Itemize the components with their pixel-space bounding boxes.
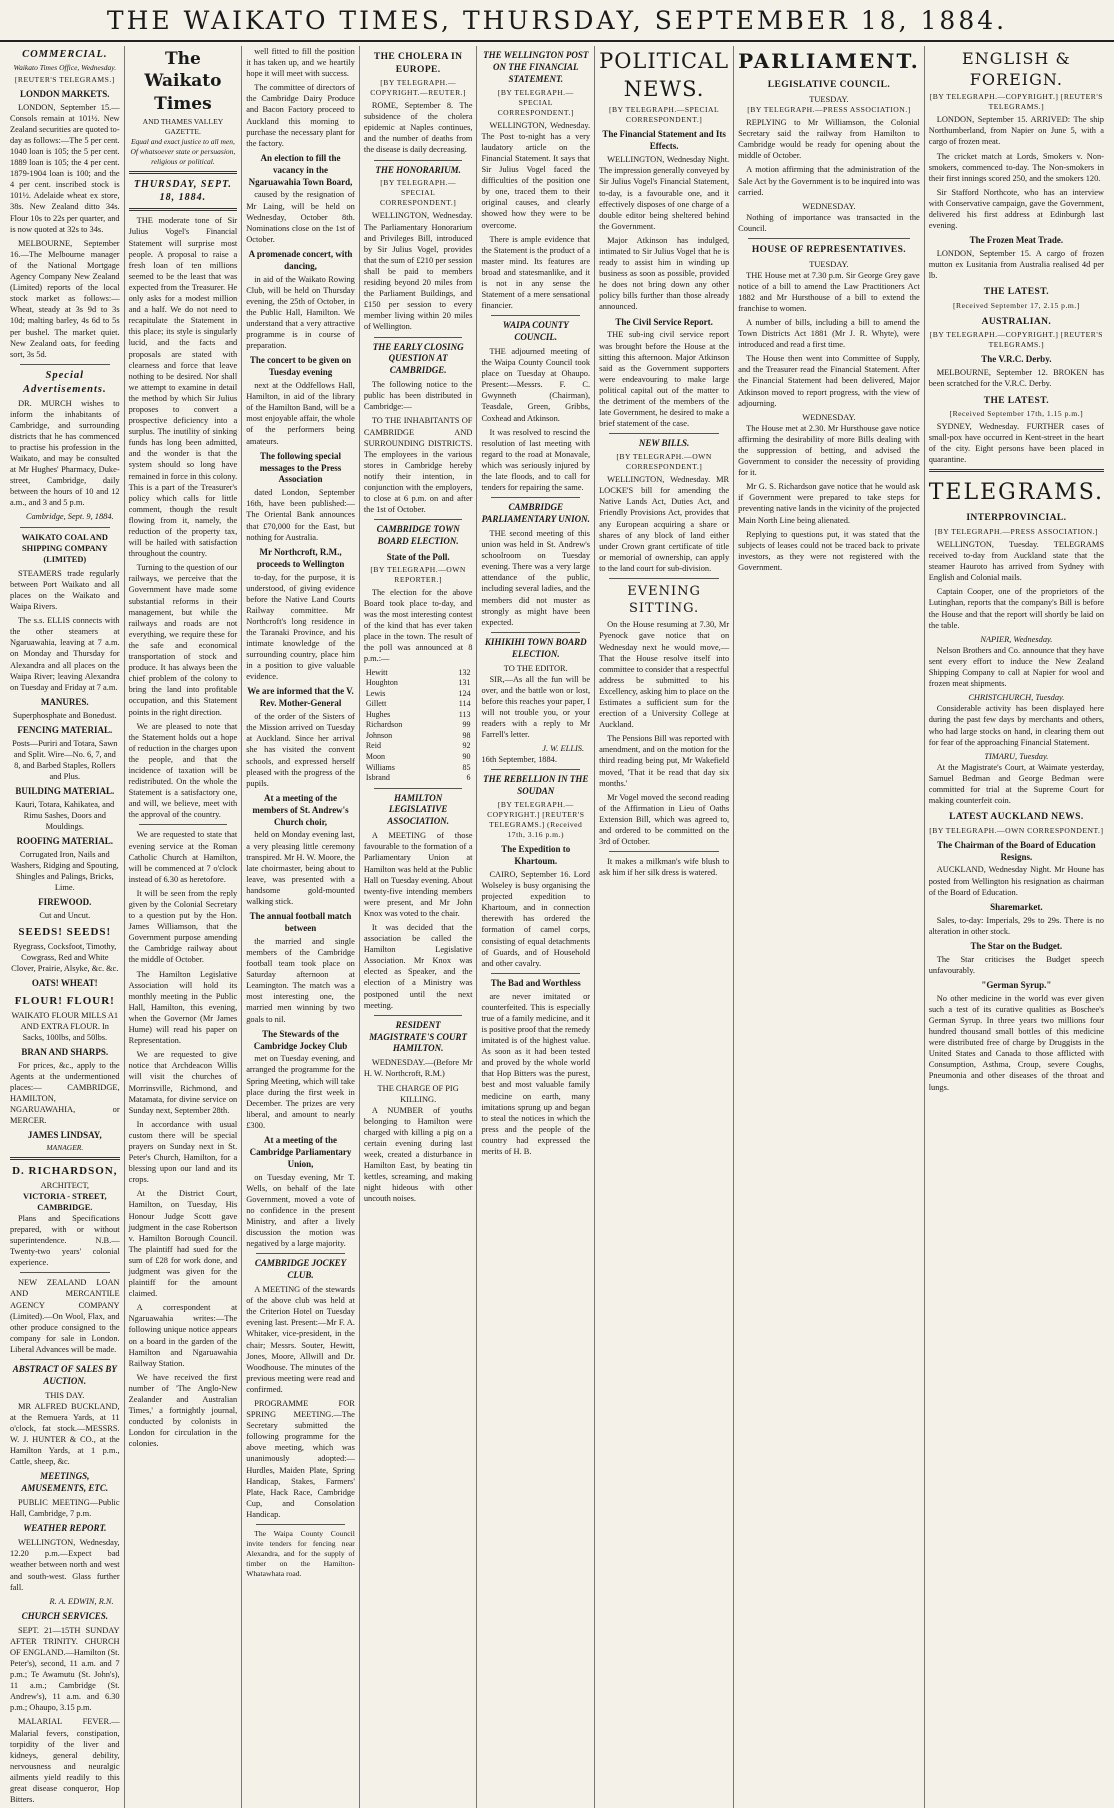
notice: The Waipa County Council invite tenders for fencing near Alexandra, and for the supply of timber on the Hamilton-Whatawhata road.: [246, 1529, 355, 1579]
article-heading: HAMILTON LEGISLATIVE ASSOCIATION.: [387, 792, 450, 827]
editorial-paragraph: THE moderate tone of Sir Julius Vogel's Financial Statement will surprise most people. A proposal to raise a fresh loan of ten millions seemed to be the least that was expected from the Treasurer. He only asks for a modest million and a half. We do not need to recapitulate the Statement in this place; its style is singularly lucid, and the facts and proposals are stated with clearness and force that leave nothing to be desired. Nor shall we attempt to examine in detail the method by which Sir Julius proposes to convert a prospective deficiency into a surplus. The inutility of sinking funds has long been admitted, and the wonder is that the system should so long have remained in force in this colony. This is a part of the Treasurer's policy which calls for little comment, though the result flowing from it, namely, the reduction of the property tax, will be hailed with satisfaction throughout the country.: [128, 216, 238, 559]
candidate-votes: 114: [458, 699, 471, 709]
ad-heading: BRAN AND SHARPS.: [21, 1046, 109, 1057]
candidate-votes: 6: [466, 773, 471, 783]
article-paragraph: A NUMBER of youths belonging to Hamilton were charged with killing a pig on a certain evening during last week, created a disturbance in Hamilton East, by beating tin kettles, screaming, and making night hideous with other uncouth noises.: [363, 1105, 473, 1204]
article-paragraph: A number of bills, including a bill to amend the Town Districts Act 1881 (Mr J. R. Whyte), were introduced and read a first time.: [738, 317, 920, 350]
article-paragraph: There is ample evidence that the Statement is the product of a master mind. Its features are broad and statesmanlike, and it is not in any sense the Statement of a mere sensational financier.: [481, 234, 591, 311]
news-paragraph: held on Monday evening last, a very pleasing little ceremony transpired. Mr H. W. Moore, the late choirmaster, being about to leave, was presented with a handsome gold-mounted walking stick.: [246, 830, 355, 907]
divider: [256, 1524, 345, 1525]
item-heading: THIS DAY.: [45, 1390, 85, 1400]
divider: [20, 1272, 110, 1273]
column-6: [594, 46, 733, 1808]
article-paragraph: At the Magistrate's Court, at Waimate yesterday, Samuel Bedman and George Bedman were committed for trial at the Supreme Court for making counterfeit coin.: [928, 762, 1104, 806]
divider: [20, 364, 110, 365]
letter-paragraph: SIR,—As all the fun will be over, and the battle won or lost, before this reaches your paper, I will not trouble you, or your readers with a reply to Mr Farrell's letter.: [481, 674, 591, 740]
article-paragraph: The House then went into Committee of Supply, and the Treasurer read the Financial Statement. After the Financial Statement had been delivered, Major Atkinson moved to report progress, with the view of adjourning.: [738, 354, 920, 408]
news-paragraph: met on Tuesday evening, and arranged the programme for the Spring Meeting, which will take place during the first week in December. The prizes are very liberal, and amount to nearly £300.: [246, 1054, 355, 1130]
paragraph: MR ALFRED BUCKLAND, at the Remuera Yards, at 11 o'clock, fat stock.—MESSRS. W. J. HUNTER & CO., at the Hamilton Yards, at 1 p.m., Cattle, sheep, &c.: [10, 1401, 120, 1467]
ad-heading: D. RICHARDSON,: [12, 1165, 118, 1178]
item-heading: The Expedition to Khartoum.: [501, 844, 571, 867]
telegram-source: [BY TELEGRAPH.—SPECIAL CORRESPONDENT.]: [609, 105, 720, 125]
news-paragraph: in aid of the Waikato Rowing Club, will be held on Thursday evening, the 25th of October, in the Public Hall, Hamilton. We understand that a very attractive programme is in course of preparation.: [246, 274, 355, 351]
divider: [139, 824, 228, 825]
candidate-name: Williams: [365, 762, 395, 772]
paper-motto: Equal and exact justice to all men, Of whatsoever state or persuasion, religious or political.: [130, 137, 236, 167]
candidate-name: Hewitt: [365, 667, 388, 677]
item-heading: At a meeting of the members of St. Andrew's Church choir,: [252, 792, 349, 827]
column-5: [476, 46, 594, 1808]
article-heading: THE REBELLION IN THE SOUDAN: [483, 774, 589, 797]
paragraph: PUBLIC MEETING—Public Hall, Cambridge, 7 p.m.: [10, 1498, 120, 1519]
telegram-source: [BY TELEGRAPH.—COPYRIGHT.] [REUTER'S TELEGRAMS.]: [929, 330, 1103, 350]
column-3: [241, 46, 359, 1808]
ad-heading: MANURES.: [40, 696, 89, 707]
ad-items: Kauri, Totara, Kahikatea, and Rimu Sashes, Doors and Mouldings.: [15, 799, 115, 832]
article-paragraph: WELLINGTON, Wednesday. MR LOCKE'S bill for amending the Native Lands Act, Duties Act, and Friendly Provisions Act, provides that any European acquiring a share or shares of any block of land either under Crown grant certificate of title or memorial of ownership, can apply to the land court for sub-division.: [599, 475, 730, 573]
article-paragraph: Sales, to-day: Imperials, 29s to 29s. There is no alteration in other stock.: [928, 915, 1104, 936]
candidate-name: Houghton: [365, 678, 398, 688]
item-heading: The Financial Statement and Its Effects.: [602, 129, 726, 152]
day-heading: TUESDAY.: [809, 94, 849, 104]
news-paragraph: dated London, September 16th, have been published:—The Oriental Bank announces that £70,000 for the East, but nothing for Australia.: [246, 488, 355, 542]
article-paragraph: On the House resuming at 7.30, Mr Pyenock gave notice that on Wednesday next he would move,—That the House resolve itself into committee to consider that a respectful address be submitted to his Excellency, asking him to place on the Estimates a sufficient sum for the erection of a University College at Auckland.: [599, 620, 730, 730]
divider: [256, 1253, 345, 1254]
column-2: [124, 46, 242, 1808]
poll-row: [364, 741, 473, 752]
subsection-heading: INTERPROVINCIAL.: [966, 513, 1067, 524]
article-paragraph: A motion affirming that the administration of the Sale Act by the Government is to be inquired into was carried.: [738, 165, 920, 197]
advertisement-title: WAIKATO COAL AND SHIPPING COMPANY (LIMITED): [21, 532, 108, 564]
ad-heading: FIREWOOD.: [38, 897, 92, 908]
ad-items: WAIKATO FLOUR MILLS A1 AND EXTRA FLOUR. In Sacks, 100lbs, and 50lbs.: [11, 1010, 119, 1042]
poll-row: [364, 668, 473, 679]
news-paragraph: At the District Court, Hamilton, on Tuesday, His Honour Judge Scott gave judgment in the case Robertson v. Hamilton Borough Council. The plaintiff had sued for the sum of £28 for work done, and judgment was given for the plaintiff for the amount claimed.: [128, 1189, 238, 1299]
subsection-heading: THE LATEST.: [983, 395, 1049, 406]
item-heading: The Frozen Meat Trade.: [969, 235, 1064, 246]
paragraph: WELLINGTON, Wednesday, 12.20 p.m.—Expect bad weather between north and west and south-west. Glass further fall.: [10, 1538, 120, 1592]
article-paragraph: LONDON, September 15. ARRIVED: The ship Northumberland, from Napier on June 5, with a cargo of frozen meat.: [928, 115, 1104, 147]
article-paragraph: Mr Vogel moved the second reading of the Affirmation in Lieu of Oaths Extension Bill, which was agreed to, and ordered to be committed on the 3rd of October.: [599, 792, 730, 847]
telegram-source: [BY TELEGRAPH.—COPYRIGHT.] [REUTER'S TELEGRAMS.]: [929, 92, 1103, 112]
article-paragraph: Sir Stafford Northcote, who has an interview with Conservative campaign, gave the Government, delivered his first address at Edinburgh last evening.: [928, 187, 1104, 231]
candidate-name: Hughes: [365, 709, 391, 719]
poll-table: [364, 668, 473, 784]
news-paragraph: In accordance with usual custom there will be special prayers on Sunday next in St. Peter's Church, Hamilton, for a blessing upon our land and its crops.: [128, 1119, 238, 1185]
news-paragraph: It will be seen from the reply given by the Colonial Secretary to a question put by the Hon. James Williamson, that the Government purpose amending the Cambridge railway about the middle of October.: [128, 888, 238, 965]
article-paragraph: WELLINGTON, Wednesday Night. The impression generally conveyed by Sir Julius Vogel's Financial Statement, to-day, is a favourable one, and it effectively disposes of one charge of a double editor being sheltered behind the Government.: [599, 155, 730, 231]
article-paragraph: ROME, September 8. The subsidence of the cholera epidemic at Naples continues, and the number of deaths from the disease is daily decreasing.: [363, 101, 473, 155]
ad-heading: FLOUR! FLOUR!: [14, 995, 115, 1008]
article-paragraph: MELBOURNE, September 12. BROKEN has been scratched for the V.R.C. Derby.: [928, 368, 1104, 389]
editorial-paragraph: We are pleased to note that the Statement holds out a hope of reduction in the charges upon the people, and that the incidence of taxation will be redistributed. On the whole the Statement is a satisfactory one, and will, we believe, meet with the approval of the country.: [128, 721, 238, 820]
candidate-name: Johnson: [365, 730, 393, 740]
article-paragraph: WEDNESDAY.—(Before Mr H. W. Northcroft, R.M.): [363, 1058, 473, 1079]
item-heading: An election to fill the vacancy in the Ngaruawahia Town Board,: [248, 152, 353, 187]
candidate-name: Gillett: [365, 699, 387, 709]
news-paragraph: of the order of the Sisters of the Mission arrived on Tuesday at Auckland. Since her arrival she has visited the convent schools, and expressed herself pleased with the progress of the pupils.: [246, 712, 355, 788]
item-heading: Sharemarket.: [990, 901, 1043, 912]
section-heading: ABSTRACT OF SALES BY AUCTION.: [12, 1364, 117, 1386]
candidate-votes: 90: [462, 751, 471, 761]
masthead: THE WAIKATO TIMES, THURSDAY, SEPTEMBER 18, 1884.: [0, 0, 1114, 42]
news-paragraph: We are requested to give notice that Archdeacon Willis will visit the churches of Morrinsville, Richmond, and Matamata, for divine service on Sunday next, September 28th.: [128, 1050, 238, 1115]
candidate-votes: 98: [462, 730, 471, 740]
advertisement: Plans and Specifications prepared, with or without superintendence. N.B.—Twenty-two years' colonial experience.: [10, 1213, 120, 1268]
article-paragraph: It was resolved to rescind the resolution of last meeting with regard to the road at Monavale, which was seriously injured by the late floods, and to call for tenders for repairing the same.: [481, 427, 591, 493]
divider: [374, 160, 463, 161]
ad-signature: JAMES LINDSAY,: [27, 1130, 102, 1141]
news-paragraph: next at the Oddfellows Hall, Hamilton, in aid of the library of the Hamilton Band, will be a most enjoyable affair, the whole of the performers being amateurs.: [246, 381, 355, 446]
news-paragraph: to-day, for the purpose, it is understood, of giving evidence before the Native Land Courts Railway committee. Mr Northcroft's long residence in the Taranaki Province, and his intimate knowledge of the surrounding country, place him in a position to give valuable evidence.: [246, 572, 355, 682]
article-heading: THE EARLY CLOSING QUESTION AT CAMBRIDGE.: [372, 341, 464, 376]
paragraph: MELBOURNE, September 16.—The Melbourne manager of the National Mortgage Agency Company New Zealand (Limited) reports of the local stock market as follows:—Wheat, steady at 3s 9d to 3s 10d; malting barley, 4s 6d to 5s per bushel. The market quiet. New Zealand oats, for feeding sort, 3s 5d.: [10, 238, 120, 359]
candidate-votes: 113: [458, 709, 471, 719]
news-paragraph: A correspondent at Ngaruawahia writes:—The following unique notice appears on a board in the garden of the Hamilton and Ngaruawahia Railway Station.: [128, 1303, 238, 1368]
article-paragraph: The Pensions Bill was reported with amendment, and on the motion for the third reading being put, Mr Wakefield moved, 'That it be read that day six months.': [599, 734, 730, 788]
news-paragraph: The committee of directors of the Cambridge Dairy Produce and Bacon Factory proceed to Auckland this morning to purchase the necessary plant for the factory.: [246, 83, 355, 148]
telegram-source: [REUTER'S TELEGRAMS.]: [14, 74, 115, 84]
received-note: [Received September 17th, 1.15 p.m.]: [949, 409, 1084, 419]
article-paragraph: No other medicine in the world was ever given such a test of its curative qualities as Boschee's German Syrup. In three years two millions four hundred thousand small bottles of this medicine were distributed free of charge by Druggists in the United States and Canada to those afflicted with Consumption, Asthma, Croup, severe Coughs, Pneumonia and other diseases of the throat and lungs.: [928, 993, 1104, 1092]
candidate-name: Richardson: [365, 720, 403, 730]
section-headline: TELEGRAMS.: [928, 480, 1104, 506]
ad-heading: OATS! WHEAT!: [31, 978, 98, 989]
news-paragraph: well fitted to fill the position it has taken up, and we heartily hope it will meet with success.: [246, 47, 355, 79]
article-paragraph: are never imitated or counterfeited. This is especially true of a family medicine, and it is positive proof that the remedy imitated is of the highest value. As soon as it had been tested and proved by the whole world that Hop Bitters was the purest, best and most valuable family medicine on earth, many imitations sprung up and began to steal the notices in which the press and the people of the country had expressed the merits of H. B.: [481, 991, 591, 1157]
article-heading: THE CHOLERA IN EUROPE.: [373, 52, 463, 75]
article-paragraph: The cricket match at Lords, Smokers v. Non-smokers, commenced to-day. The Non-smokers in their first innings scored 250, and the smokers 120.: [928, 151, 1104, 183]
candidate-name: Lewis: [365, 688, 386, 698]
article-heading: CAMBRIDGE TOWN BOARD ELECTION.: [376, 524, 460, 547]
article-paragraph: THE adjourned meeting of the Waipa County Council took place on Tuesday at Ohaupo. Present:—Messrs. F. C. Gwynneth (Chairman), Teasdale, Green, Gribbs, Coxhead and Atkinson.: [481, 347, 591, 423]
newspaper-grid: [6, 46, 1108, 1805]
advertisement: The s.s. ELLIS connects with the other steamers at Ngaruawahia, leaving at 7 a.m. on Monday and Thursday for Alexandra and all places on the Waipa River; leaving Alexandra on Tuesday and Friday at 7 a.m.: [10, 616, 120, 692]
poll-row: [364, 752, 473, 763]
poll-row: [364, 710, 473, 721]
subsection-heading: LATEST AUCKLAND NEWS.: [949, 812, 1084, 823]
candidate-name: Moon: [365, 751, 385, 761]
poll-row: [364, 773, 473, 784]
divider: [129, 171, 238, 174]
advertisement: STEAMERS trade regularly between Port Waikato and all places on the Waikato and Waipa Rivers.: [10, 568, 120, 612]
section-headline: PARLIAMENT.: [738, 49, 920, 73]
candidate-name: Reid: [365, 741, 381, 751]
item-heading: We are informed that the V. Rev. Mother-General: [247, 686, 354, 709]
candidate-votes: 132: [458, 667, 471, 677]
ad-sub: ARCHITECT,: [40, 1180, 90, 1190]
ad-heading: BUILDING MATERIAL.: [15, 786, 115, 797]
article-heading: CAMBRIDGE JOCKEY CLUB.: [254, 1258, 347, 1281]
article-paragraph: AUCKLAND, Wednesday Night. Mr Houne has posted from Wellington his resignation as chairman of the Board of Education.: [928, 865, 1104, 897]
candidate-votes: 99: [462, 720, 471, 730]
item-heading: The concert to be given on Tuesday evening: [249, 355, 352, 378]
item-heading: The Stewards of the Cambridge Jockey Club: [253, 1028, 348, 1051]
item-heading: The following special messages to the Press Association: [259, 450, 342, 485]
article-paragraph: Considerable activity has been displayed here during the past few days by merchants and others, who had large stocks on hand, in clearing them out for fear of the approaching Financial Statement.: [928, 704, 1104, 747]
section-headline: ENGLISH & FOREIGN.: [962, 49, 1071, 90]
article-heading: NEW BILLS.: [638, 438, 690, 449]
telegram-source: [BY TELEGRAPH.—PRESS ASSOCIATION.]: [747, 105, 911, 115]
candidate-name: Isbrand: [365, 773, 390, 783]
divider: [609, 851, 719, 852]
dateline: Waikato Times Office, Wednesday.: [13, 62, 117, 72]
paper-subtitle: AND THAMES VALLEY GAZETTE.: [142, 117, 224, 137]
day-heading: WEDNESDAY.: [802, 412, 856, 422]
column-4: [359, 46, 477, 1808]
telegram-source: [BY TELEGRAPH.—OWN REPORTER.]: [370, 564, 466, 584]
news-paragraph: on Tuesday evening, Mr T. Wells, on behalf of the late Government, moved a vote of no confidence in the present Ministry, and after a lively discussion the motion was negatived by a large majority.: [246, 1172, 355, 1249]
news-paragraph: The Hamilton Legislative Association will hold its monthly meeting in the Public Hall, Hamilton, this evening, when the Governor (Mr James Hume) will read his paper on Representation.: [128, 969, 238, 1046]
ad-address: VICTORIA - STREET, CAMBRIDGE.: [22, 1191, 107, 1212]
ad-date: Cambridge, Sept. 9, 1884.: [25, 512, 114, 522]
news-paragraph: We have received the first number of 'The Anglo-New Zealander and Australian Times,' a fortnightly journal, conducted by colonists in London for circulation in the colonies.: [128, 1372, 238, 1449]
article-paragraph: WELLINGTON, Tuesday. TELEGRAMS received to-day from Auckland state that the steamer Hauroto has arrived from Sydney with English and Colonial mails.: [928, 540, 1104, 583]
article-paragraph: The election for the above Board took place to-day, and was the most interesting contest of the kind that has ever taken place in the town. The result of the poll was announced at 8 p.m.:—: [363, 587, 473, 664]
item-heading: The annual football match between: [249, 911, 352, 933]
telegram-source: [BY TELEGRAPH.—COPYRIGHT.] [REUTER'S TELEGRAMS.] (Received 17th, 3.16 p.m.): [487, 800, 585, 840]
article-heading: CAMBRIDGE PARLIAMENTARY UNION.: [481, 502, 590, 525]
article-heading: KIHIKIHI TOWN BOARD ELECTION.: [484, 636, 587, 659]
item-heading: THE CHARGE OF PIG KILLING.: [377, 1083, 459, 1104]
article-paragraph: The following notice to the public has been distributed in Cambridge:—: [363, 380, 473, 412]
dateline: CHRISTCHURCH, Tuesday.: [968, 693, 1065, 703]
candidate-votes: 131: [458, 678, 471, 688]
ad-items: Cut and Uncut.: [39, 911, 91, 921]
item-heading: LONDON MARKETS.: [20, 88, 110, 99]
article-paragraph: It was decided that the association be called the Hamilton Legislative Association. Mr Knox was elected as Speaker, and the election of a Ministry was postponed until the next meeting.: [363, 922, 473, 1010]
article-heading: THE HONORARIUM.: [375, 164, 461, 175]
filler: It makes a milkman's wife blush to ask him if her silk dress is watered.: [599, 857, 730, 878]
paper-title: The Waikato Times: [144, 49, 222, 114]
ad-signature-sub: MANAGER.: [46, 1143, 84, 1153]
poll-row: [364, 699, 473, 710]
divider: [491, 769, 580, 770]
ad-items: Superphosphate and Bonedust.: [13, 710, 117, 720]
item-heading: The Chairman of the Board of Education Resigns.: [937, 839, 1096, 862]
divider: [491, 632, 580, 633]
telegram-source: [BY TELEGRAPH.—COPYRIGHT.—REUTER.]: [370, 78, 467, 98]
telegram-source: [BY TELEGRAPH.—PRESS ASSOCIATION.]: [934, 527, 1099, 536]
article-paragraph: TO THE INHABITANTS OF CAMBRIDGE AND SURROUNDING DISTRICTS. The employees in the various stores in Cambridge hereby notify their intention, in conjunction with the employers, to close at 6 p.m. on and after the 1st of October.: [363, 416, 473, 515]
article-paragraph: THE House met at 7.30 p.m. Sir George Grey gave notice of a bill to amend the Law Practitioners Act 1882 and Mr Hursthouse of a bill to extend the franchise to women.: [738, 270, 920, 313]
news-paragraph: the married and single members of the Cambridge football team took place on Saturday afternoon at Leamington. The match was a most interesting one, the married men winning by two goals to nil.: [246, 936, 355, 1024]
article-paragraph: Nothing of importance was transacted in the Council.: [738, 212, 920, 233]
section-heading: CHURCH SERVICES.: [21, 1610, 108, 1621]
divider: [491, 315, 580, 316]
article-paragraph: WELLINGTON, Wednesday. The Post to-night has a very laudatory article on the Financial Statement. It says that Sir Julius Vogel faced the difficulties of the position one by one, traced them to their original causes, and clearly showed how they were to be overcome.: [481, 120, 591, 230]
paragraph: LONDON, September 15.—Consols remain at 101½. New Zealand securities are quoted to-day as follows:—The 5 per cent. 1040 loan is 105; the 5 per cent. 1889 loan is 105; the 4 per cent. 1879-1904 loan is 100; and the 4 per cent. inscribed stock is 101½. Adelaide wheat ex store, 38s. New Zealand ditto 34s. Flour 10s to 22s per quarter, and is now quoted at 32s to 34s.: [10, 102, 120, 234]
poll-row: [364, 720, 473, 731]
article-paragraph: Captain Cooper, one of the proprietors of the Lutinghan, reports that the company's Bill is before the House and that the report will shortly be laid on the table.: [928, 587, 1104, 630]
article-heading: EVENING SITTING.: [627, 584, 701, 617]
article-paragraph: SYDNEY, Wednesday. FURTHER cases of small-pox have occurred in Kent-street in the heart of the city. Eight persons have been placed in quarantine.: [928, 422, 1104, 465]
article-paragraph: Nelson Brothers and Co. announce that they have sent every effort to induce the New Zealand Shipping Company to call at Napier for wool and frozen meat shipments.: [928, 645, 1104, 689]
section-heading: MEETINGS, AMUSEMENTS, ETC.: [21, 1471, 109, 1494]
item-heading: The Civil Service Report.: [615, 316, 713, 327]
article-heading: WAIPA COUNTY COUNCIL.: [502, 320, 569, 343]
article-paragraph: Replying to questions put, it was stated that the subjects of leases could not be traced back to private investors, as they were not registered with the Government.: [738, 529, 920, 572]
section-headline: POLITICAL NEWS.: [599, 49, 730, 101]
divider: [10, 1157, 120, 1160]
weather-signature: R. A. EDWIN, R.N.: [49, 1596, 114, 1606]
advertisement: NEW ZEALAND LOAN AND MERCANTILE AGENCY COMPANY (Limited).—On Wool, Flax, and other produce consigned to the company for sale in London. Liberal Advances will be made.: [10, 1278, 120, 1354]
poll-row: [364, 678, 473, 689]
received-note: [Received September 17, 2.15 p.m.]: [953, 300, 1080, 310]
divider: [374, 788, 463, 789]
day-heading: WEDNESDAY.: [802, 201, 856, 211]
editorial-paragraph: Turning to the question of our railways, we perceive that the Government have made some substantial reforms in their management, but while the railways and roads are not everything, we require these for the safe and economical transportation of stock and produce. It has always been the chief problem of the colony to bring the land into profitable occupation, and this Statement points in the right direction.: [128, 563, 238, 717]
divider: [609, 578, 719, 579]
article-paragraph: THE second meeting of this union was held in St. Andrew's schoolroom on Tuesday evening. There was a very large attendance of the public, including several ladies, and the members did not muster as strongly as might have been expected.: [481, 528, 591, 627]
divider: [374, 1015, 463, 1016]
divider: [129, 208, 238, 211]
divider: [929, 469, 1104, 472]
ad-heading: SEEDS! SEEDS!: [18, 926, 112, 939]
poll-row: [364, 731, 473, 742]
paragraph: SEPT. 21—15TH SUNDAY AFTER TRINITY. CHURCH OF ENGLAND.—Hamilton (St. Peter's), second, 11 a.m. and 7 p.m.; Te Awamutu (St. John's), 11 a.m.; Cambridge (St. Andrew's), 11 a.m. and 6.30 p.m.; Ohaupo, 3.15 p.m.: [10, 1625, 120, 1713]
divider: [374, 337, 463, 338]
advertisement: For prices, &c., apply to the Agents at the undermentioned places:— CAMBRIDGE, HAMILTON, NGARUAWAHIA, or MERCER.: [10, 1060, 120, 1126]
telegram-source: [BY TELEGRAPH.—OWN CORRESPONDENT.]: [616, 452, 712, 472]
subsection-heading: LEGISLATIVE COUNCIL.: [767, 80, 891, 91]
article-paragraph: REPLYING to Mr Williamson, the Colonial Secretary said the railway from Hamilton to Cambridge would be ready for opening about the middle of October.: [738, 118, 920, 161]
item-heading: At a meeting of the Cambridge Parliamentary Union,: [249, 1135, 352, 1169]
candidate-votes: 85: [462, 762, 471, 772]
article-paragraph: A MEETING of those favourable to the formation of a Parliamentary Union at Hamilton was held at the Public Hall on Tuesday evening. About twenty-five intending members were present, and Mr John Knox was voted to the chair.: [363, 831, 473, 918]
letter-date: 16th September, 1884.: [481, 755, 557, 765]
news-paragraph: caused by the resignation of Mr Laing, will be held on Wednesday, October 8th. Nominations close on the 1st of October.: [246, 190, 355, 244]
editorial-dateline: THURSDAY, SEPT. 18, 1884.: [133, 179, 232, 204]
column-8: [924, 46, 1108, 1808]
ad-heading: FENCING MATERIAL.: [17, 724, 113, 735]
paragraph: MALARIAL FEVER.—Malarial fevers, constipation, torpidity of the liver and kidneys, general debility, nervousness and neuralgic ailments yield readily to this great disease conqueror, Hop Bitters.: [10, 1717, 120, 1805]
telegram-source: [BY TELEGRAPH.—OWN CORRESPONDENT.]: [929, 825, 1104, 835]
telegram-source: [BY TELEGRAPH.—SPECIAL CORRESPONDENT.]: [379, 178, 457, 208]
item-heading: The V.R.C. Derby.: [981, 354, 1052, 365]
divider: [20, 527, 110, 528]
divider: [20, 1359, 110, 1360]
subsection-heading: HOUSE OF REPRESENTATIVES.: [751, 244, 907, 255]
subsection-heading: AUSTRALIAN.: [981, 316, 1052, 327]
ad-items: Ryegrass, Cocksfoot, Timothy, Cowgrass, Red and White Clover, Prairie, Alsyke, &c. &c.: [11, 941, 119, 974]
divider: [491, 497, 580, 498]
article-paragraph: PROGRAMME FOR SPRING MEETING.—The Secretary submitted the following programme for the above meeting, which was unanimously adopted:—Hurdles, Maiden Plate, Spring Handicap, Stakes, Farmers' Plate, Hack Race, Cambridge Cup, and Consolation Handicap.: [246, 1399, 355, 1519]
article-paragraph: Mr G. S. Richardson gave notice that he would ask if Government were prepared to take steps for preventing native lands in the vicinity of the projected Main North Line being alienated.: [738, 482, 920, 525]
article-paragraph: The House met at 2.30. Mr Hursthouse gave notice affirming the desirability of more Bills dealing with the suppression of betting, and advised the Government to consider the necessity of providing for it.: [738, 423, 920, 478]
news-paragraph: We are requested to state that evening service at the Roman Catholic Church at Hamilton, will be commenced at 7 o'clock instead of 6.30 as heretofore.: [128, 830, 238, 884]
item-heading: A promenade concert, with dancing,: [248, 248, 353, 271]
article-paragraph: THE sub-ing civil service report was brought before the House at the sitting this afternoon. Major Atkinson said as the Government supporters were endeavouring to make large political capital out of the matter to the detriment of the members of the late Government, he desired to make a brief statement of the case.: [599, 330, 730, 429]
column-1: [6, 46, 124, 1808]
article-heading: THE WELLINGTON POST ON THE FINANCIAL STATEMENT.: [483, 50, 589, 84]
item-heading: The Star on the Budget.: [970, 940, 1063, 951]
divider: [748, 238, 910, 239]
article-paragraph: LONDON, September 15. A cargo of frozen mutton ex Lusitania from Australia realised 4d per lb.: [928, 249, 1104, 281]
dateline: TIMARU, Tuesday.: [984, 751, 1049, 761]
column-7: [733, 46, 924, 1808]
item-heading: TO THE EDITOR.: [503, 663, 568, 673]
article-heading: RESIDENT MAGISTRATE'S COURT HAMILTON.: [369, 1019, 468, 1054]
item-heading: Mr Northcroft, R.M., proceeds to Wellington: [256, 546, 345, 569]
advertisement: DR. MURCH wishes to inform the inhabitants of Cambridge, and surrounding districts that he has commenced to practise his profession in the Waikato, and may be consulted at Mr Hughes' Pharmacy, Duke-street, Cambridge, daily between the hours of 10 and 12 a.m., and 3 and 5 p.m.: [10, 398, 120, 508]
poll-row: [364, 689, 473, 700]
poll-row: [364, 763, 473, 774]
item-heading: The Bad and Worthless: [490, 977, 581, 988]
subsection-heading: THE LATEST.: [983, 287, 1049, 298]
item-heading: "German Syrup.": [981, 979, 1052, 990]
ad-items: Posts—Puriri and Totara, Sawn and Split. Wire—No. 6, 7, and 8, and Barbed Staples, Rollers and Plus.: [12, 738, 118, 781]
ad-heading: ROOFING MATERIAL.: [16, 836, 113, 847]
divider: [374, 519, 463, 520]
section-heading: Special Advertisements.: [23, 369, 107, 395]
divider: [491, 973, 580, 974]
article-paragraph: A MEETING of the stewards of the above club was held at the Criterion Hotel on Tuesday evening last. Present:—Mr F. A. Whitaker, vice-president, in the chair; Messrs. Souter, Hewitt, Jones, Moore, Allwill and Dr. Woodhouse. The minutes of the previous meeting were read and confirmed.: [246, 1285, 355, 1394]
day-heading: TUESDAY.: [809, 259, 849, 269]
letter-signature: J. W. ELLIS.: [542, 744, 585, 754]
dateline: NAPIER, Wednesday.: [980, 634, 1053, 644]
candidate-votes: 124: [458, 688, 471, 698]
divider: [609, 433, 719, 434]
article-paragraph: Major Atkinson has indulged, intimated to Sir Julius Vogel that he is ready to assist him in winding up business as soon as possible, provided he does not bring down any other policy bills further than those already announced.: [599, 235, 730, 312]
section-heading: COMMERCIAL.: [22, 49, 108, 60]
telegram-source: [BY TELEGRAPH.—SPECIAL CORRESPONDENT.]: [497, 87, 574, 117]
section-heading: WEATHER REPORT.: [23, 1523, 107, 1534]
item-heading: State of the Poll.: [386, 552, 450, 563]
article-paragraph: The Star criticises the Budget speech unfavourably.: [928, 954, 1104, 975]
ad-items: Corrugated Iron, Nails and Washers, Ridging and Spouting, Shingles and Palings, Bricks, Lime.: [10, 850, 119, 893]
candidate-votes: 92: [462, 741, 471, 751]
article-paragraph: WELLINGTON, Wednesday. The Parliamentary Honorarium and Privileges Bill, introduced by Sir Julius Vogel, provides that the sum of £210 per session shall be paid to members residing beyond 20 miles from the Parliament Buildings, and £150 per session to every member living within 20 miles of Wellington.: [363, 211, 473, 332]
article-paragraph: CAIRO, September 16. Lord Wolseley is busy organising the projected expedition to Khartoum, and in connection therewith has ordered the formation of camel corps, consisting of equal detachments of Guards, and of Household and other cavalry.: [481, 869, 591, 968]
